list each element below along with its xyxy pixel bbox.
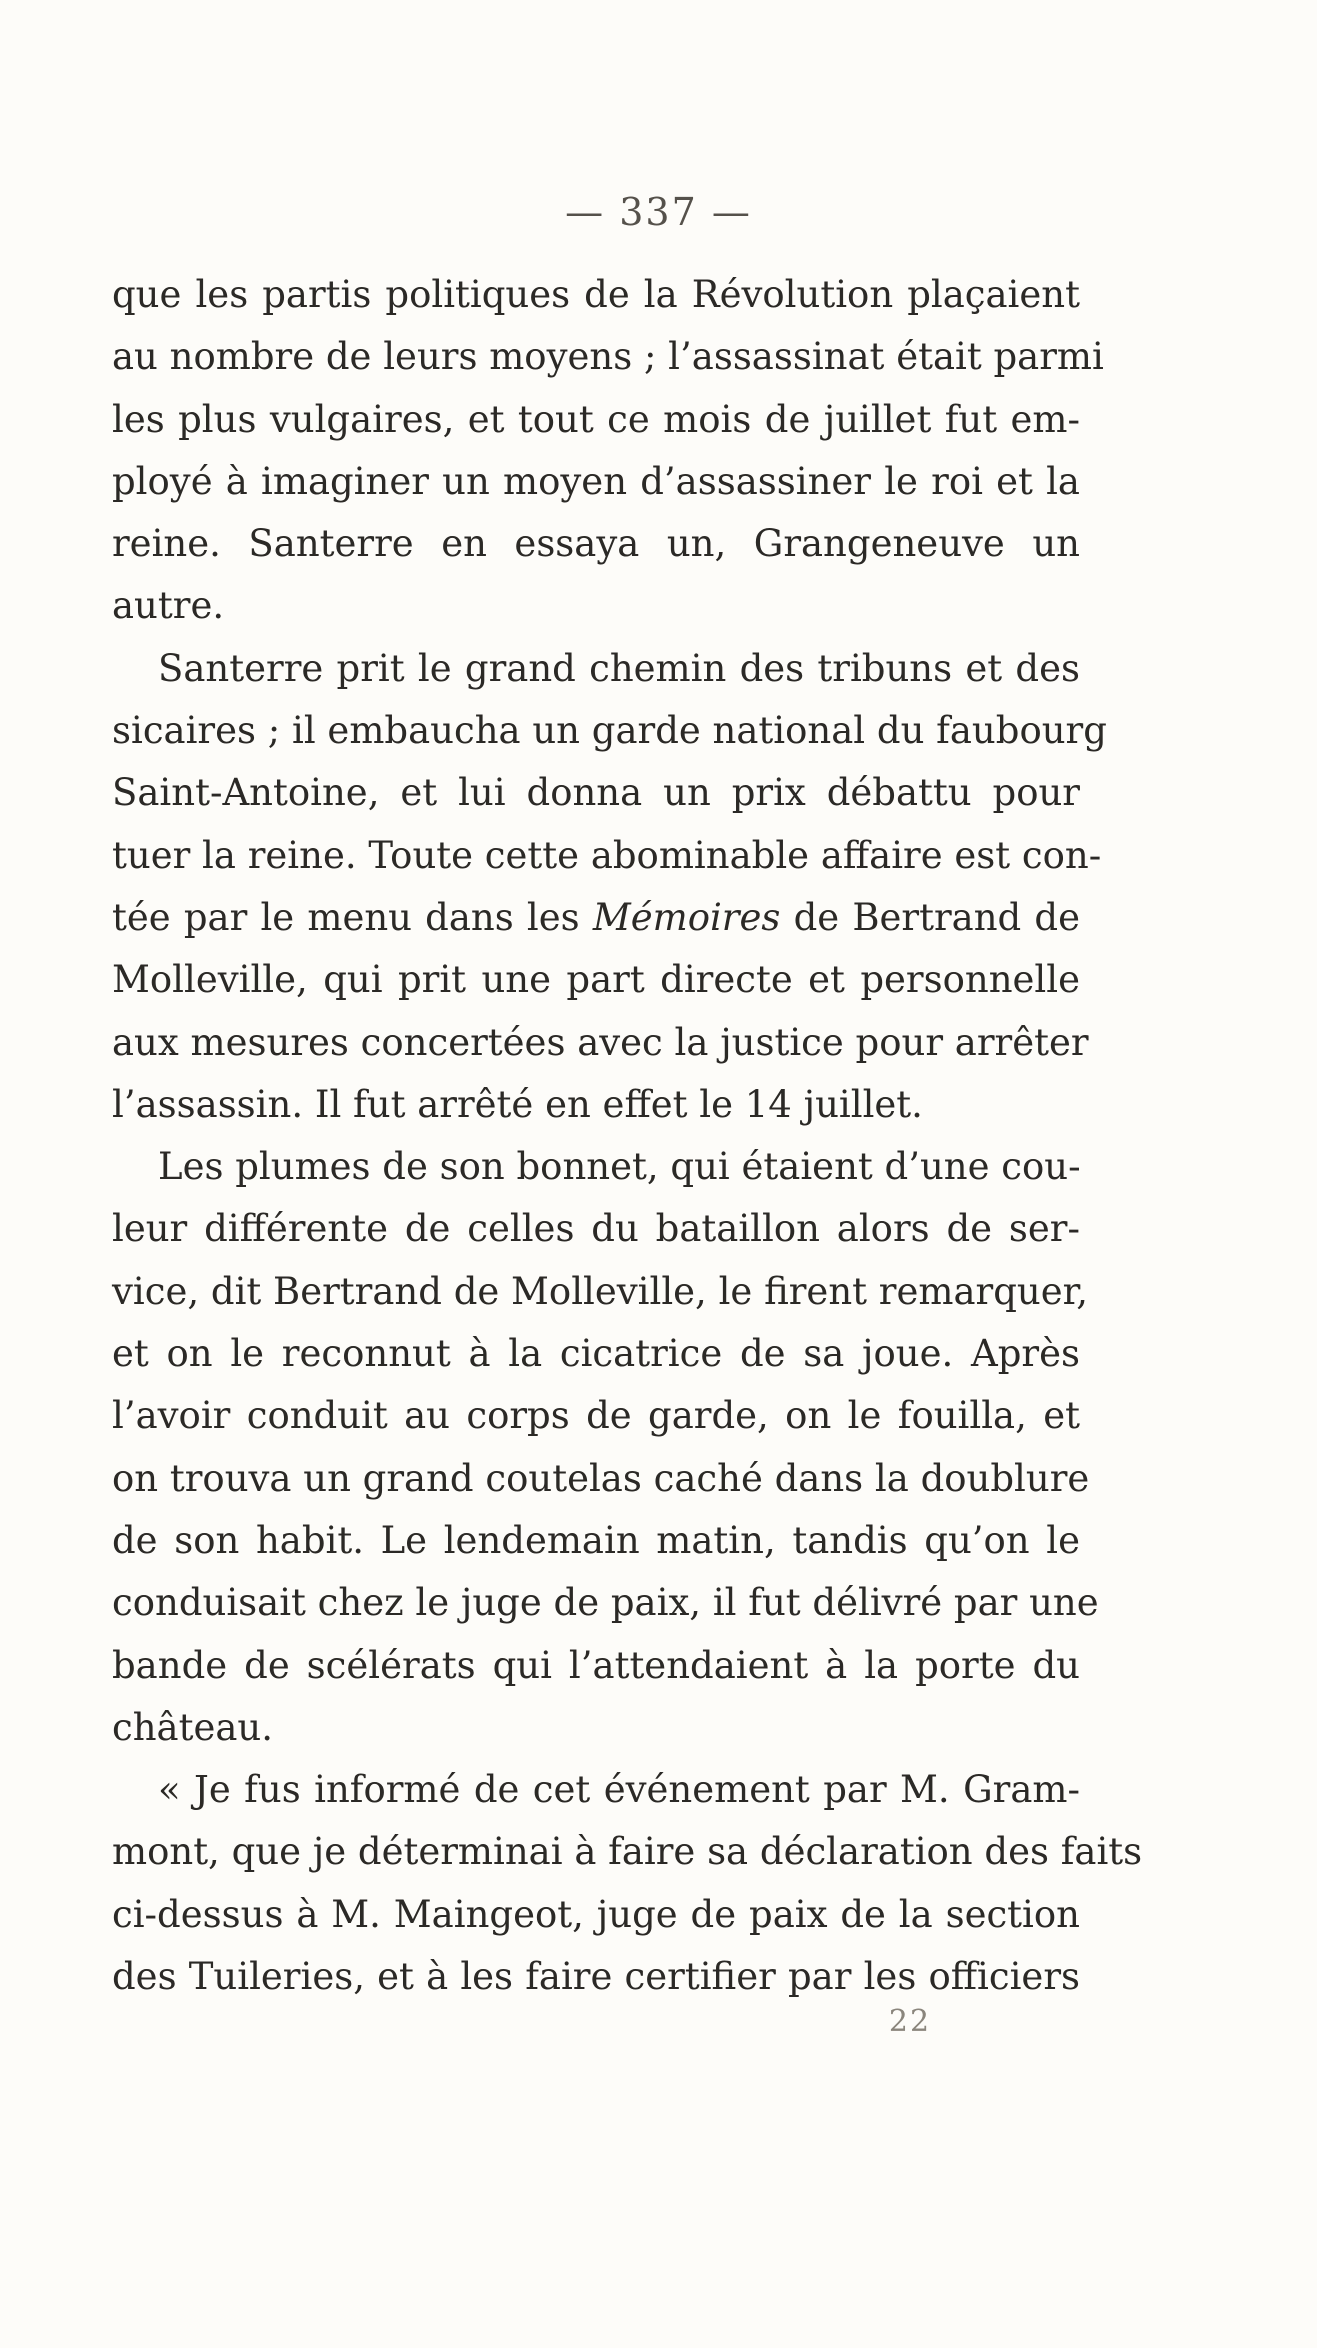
text-line: vice, dit Bertrand de Molleville, le firent remarquer,: [112, 1269, 1089, 1313]
paragraph: [112, 1136, 1099, 1759]
text-line: des Tuileries, et à les faire certifier par les officiers: [112, 1955, 1080, 1999]
text-line: bande de scélérats qui l’attendaient à la porte du: [112, 1643, 1080, 1687]
text-line-with-italic: [112, 887, 1080, 949]
text-line: l’avoir conduit au corps de garde, on le fouilla, et: [112, 1394, 1080, 1438]
text-line: sicaires ; il embaucha un garde national du faubourg: [112, 709, 1107, 753]
text-line: et on le reconnut à la cicatrice de sa joue. Après: [112, 1332, 1080, 1376]
body-text: [112, 264, 1143, 2008]
text-line: autre.: [112, 584, 225, 628]
text-line: l’assassin. Il fut arrêté en effet le 14 juillet.: [112, 1082, 923, 1126]
text-line: mont, que je déterminai à faire sa déclaration des faits: [112, 1830, 1143, 1874]
text-line: au nombre de leurs moyens ; l’assassinat était parmi: [112, 335, 1104, 379]
text-line: que les partis politiques de la Révolution plaçaient: [112, 273, 1080, 316]
page-number: — 337 —: [565, 190, 752, 234]
paragraph: [112, 264, 1104, 638]
text-segment: de Bertrand de: [780, 895, 1080, 939]
text-line: Saint-Antoine, et lui donna un prix débattu pour: [112, 771, 1080, 815]
italic-title: Mémoires: [592, 895, 781, 939]
text-line: conduisait chez le juge de paix, il fut délivré par une: [112, 1581, 1099, 1625]
text-line: ci-dessus à M. Maingeot, juge de paix de la section: [112, 1892, 1080, 1936]
text-line: aux mesures concertées avec la justice pour arrêter: [112, 1020, 1089, 1064]
text-line: on trouva un grand coutelas caché dans la doublure: [112, 1456, 1090, 1500]
text-line: ployé à imaginer un moyen d’assassiner le roi et la: [112, 459, 1080, 503]
signature-mark: 22: [888, 2004, 932, 2039]
paragraph: [112, 638, 1107, 1136]
text-line: leur différente de celles du bataillon alors de ser-: [112, 1207, 1080, 1251]
text-line: Santerre prit le grand chemin des tribuns et des: [158, 646, 1080, 690]
text-line: Molleville, qui prit une part directe et personnelle: [112, 958, 1080, 1002]
text-line: les plus vulgaires, et tout ce mois de juillet fut em-: [112, 397, 1080, 441]
text-line: château.: [112, 1705, 274, 1749]
paragraph: [112, 1759, 1143, 2008]
text-line: reine. Santerre en essaya un, Grangeneuve un: [112, 522, 1080, 566]
text-line: « Je fus informé de cet événement par M. Gram-: [158, 1768, 1080, 1812]
text-line: tuer la reine. Toute cette abominable affaire est con-: [112, 833, 1102, 877]
text-line: Les plumes de son bonnet, qui étaient d’une cou-: [158, 1145, 1081, 1189]
text-segment: tée par le menu dans les: [112, 895, 593, 939]
text-line: de son habit. Le lendemain matin, tandis qu’on le: [112, 1518, 1080, 1562]
